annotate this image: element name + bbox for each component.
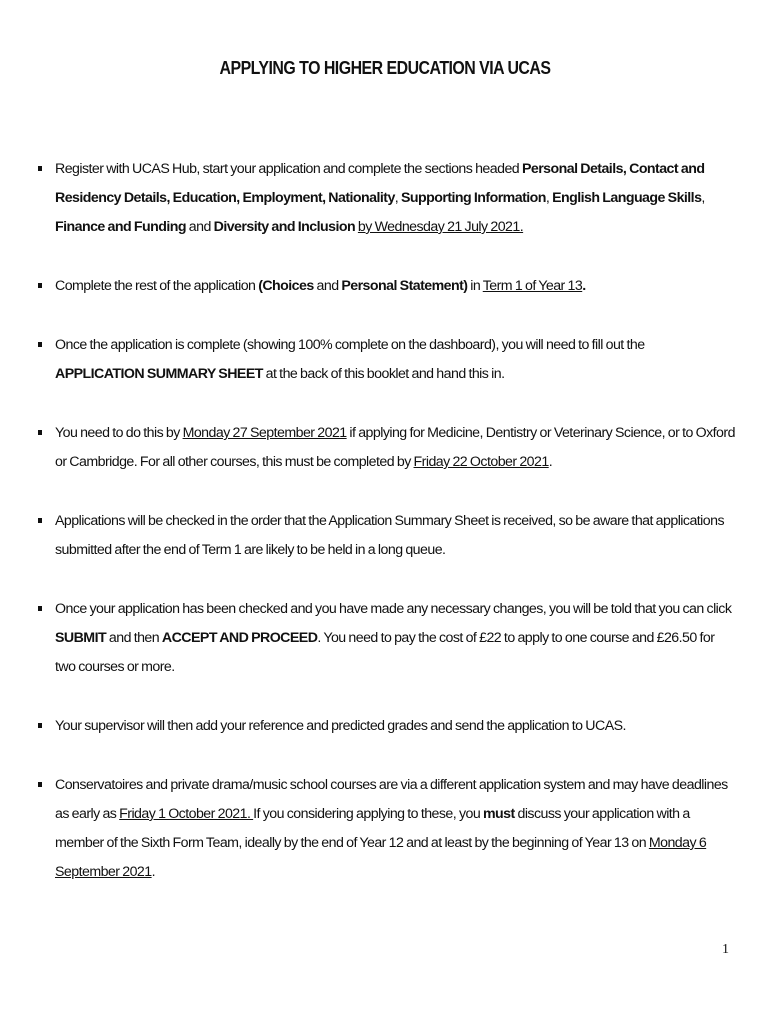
emphasis-text: Supporting Information [400,190,546,206]
page-number: 1 [722,942,729,957]
emphasis-text: Personal Details, Contact and Residency Details, Education, Employment, Nationality [55,161,705,206]
list-item [36,771,736,887]
emphasis-text: (Choices [258,278,314,294]
bullet-marker-icon [38,342,42,347]
body-text: and then [106,630,162,646]
body-text: Your supervisor will then add your reference and predicted grades and send the application to UCAS. [55,718,626,734]
body-text: Register with UCAS Hub, start your application and complete the sections headed [55,161,522,177]
emphasis-text: SUBMIT [55,630,107,646]
emphasis-text: Personal Statement) [341,278,468,294]
body-text: Once the application is complete (showing 100% complete on the dashboard), you will need to fill out the [55,337,645,353]
list-item [36,712,736,741]
page-title: APPLYING TO HIGHER EDUCATION VIA UCAS [219,57,551,78]
body-text: , [545,190,553,206]
body-text: at the back of this booklet and hand this in. [262,366,505,382]
body-text: Conservatoires and private drama/music school courses are via a different application system and may have deadlines as early as [55,777,728,822]
body-text: . You need to pay the cost of £22 to apply to one course and £26.50 for two courses or more. [55,630,715,675]
date-text: Monday 6 September 2021 [55,835,707,880]
body-text: if applying for Medicine, Dentistry or Veterinary Science, or to Oxford or Cambridge. For all other courses, this must be completed by [55,425,735,470]
body-text: in [467,278,483,294]
list-item [36,155,736,242]
body-text: Complete the rest of the application [55,278,259,294]
emphasis-text: . [582,278,586,294]
body-text: , [701,190,705,206]
body-text: . [548,454,553,470]
list-item [36,272,736,301]
emphasis-text: must [482,806,515,822]
body-text: , [394,190,401,206]
body-text: Applications will be checked in the order that the Application Summary Sheet is received, so be aware that applications submitted after the end of Term 1 are likely to be held in a long queue. [55,513,725,558]
body-text: and [313,278,342,294]
body-text: Once your application has been checked and you have made any necessary changes, you will be told that you can click [55,601,732,617]
bullet-marker-icon [38,782,42,787]
body-text: You need to do this by [55,425,183,441]
date-text: Friday 1 October 2021. [119,806,254,822]
date-text: by Wednesday 21 July 2021. [357,219,524,235]
list-item [36,507,736,565]
body-text: If you considering applying to these, you [253,806,483,822]
emphasis-text: Diversity and Inclusion [213,219,356,235]
emphasis-text: English Language Skills [552,190,702,206]
date-text: Monday 27 September 2021 [182,425,347,441]
bullet-marker-icon [38,166,42,171]
bullet-marker-icon [38,283,42,288]
emphasis-text: Finance and Funding [55,219,187,235]
body-text: discuss your application with a member of the Sixth Form Team, ideally by the end of Year 12 and at least by the beginning of Year 13 on [55,806,690,851]
list-item [36,595,736,682]
emphasis-text: ACCEPT AND PROCEED [161,630,318,646]
bullet-marker-icon [38,723,42,728]
date-text: Friday 22 October 2021 [413,454,549,470]
bullet-list [36,155,736,917]
list-item [36,331,736,389]
body-text: and [186,219,214,235]
bullet-marker-icon [38,518,42,523]
bullet-marker-icon [38,606,42,611]
list-item [36,419,736,477]
date-text: Term 1 of Year 13 [482,278,583,294]
emphasis-text: APPLICATION SUMMARY SHEET [55,366,263,382]
bullet-marker-icon [38,430,42,435]
body-text: . [151,864,156,880]
